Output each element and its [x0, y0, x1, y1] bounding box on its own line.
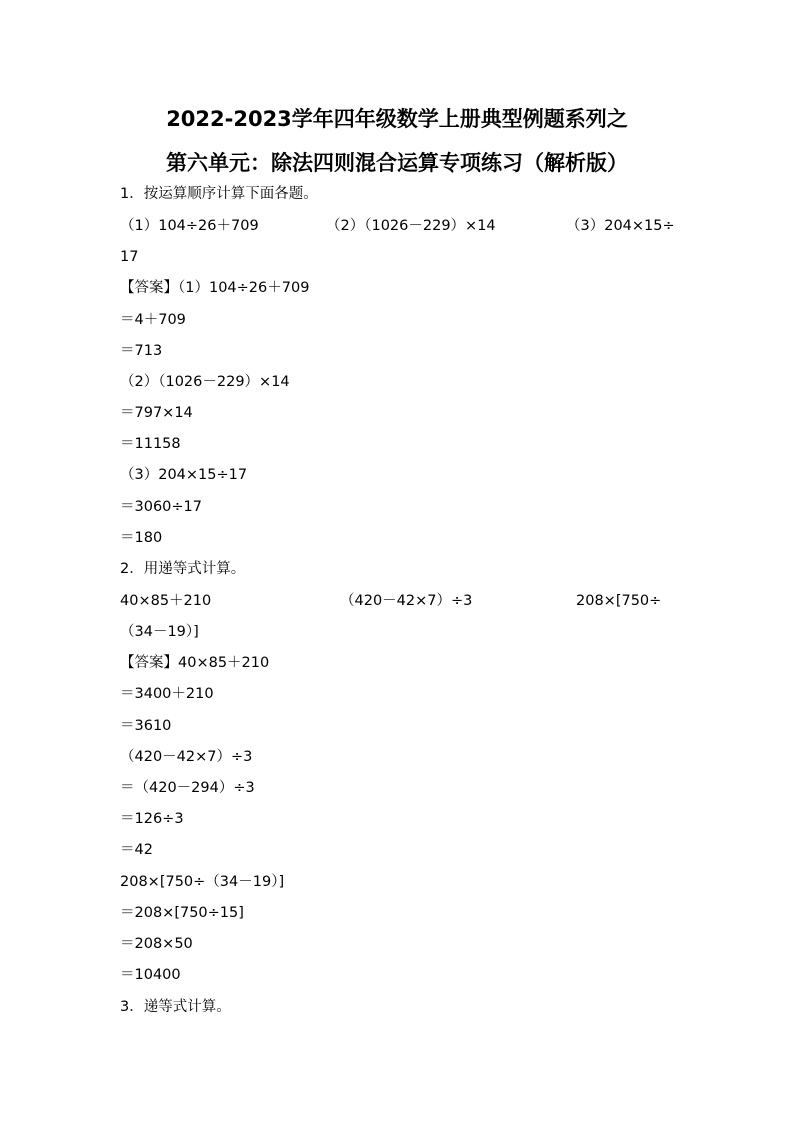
q1-problem-3: （3）204×15÷ [566, 218, 675, 234]
q2-answer-line: ＝126÷3 [120, 811, 184, 827]
q1-answer-line: ＝3060÷17 [120, 499, 203, 515]
q2-answer-line: ＝208×50 [120, 936, 193, 952]
q2-answer-line: ＝10400 [120, 967, 181, 983]
q3-heading: 3．递等式计算。 [120, 999, 231, 1015]
q1-answer-line: ＝11158 [120, 436, 181, 452]
q1-problem-1: （1）104÷26＋709 [120, 218, 259, 234]
document-title: 2022-2023学年四年级数学上册典型例题系列之 [166, 107, 628, 131]
q1-answer-line: （3）204×15÷17 [120, 467, 248, 483]
q2-heading: 2．用递等式计算。 [120, 561, 246, 577]
q2-answer-line: 【答案】40×85＋210 [120, 655, 270, 671]
q1-answer-line: 【答案】（1）104÷26＋709 [120, 280, 310, 296]
q1-answer-line: ＝713 [120, 343, 163, 359]
q1-answer-line: ＝797×14 [120, 405, 193, 421]
q1-problem-3-continued: 17 [120, 249, 139, 265]
q1-problem-2: （2）（1026－229）×14 [326, 218, 496, 234]
q2-problem-3-continued: （34－19）] [120, 624, 199, 640]
q1-answer-line: ＝4＋709 [120, 312, 186, 328]
q1-heading: 1．按运算顺序计算下面各题。 [120, 186, 318, 202]
q2-answer-line: ＝3400＋210 [120, 686, 214, 702]
q2-answer-line: 208×[750÷（34－19）] [120, 874, 285, 890]
q2-answer-line: ＝3610 [120, 718, 172, 734]
q2-problem-1: 40×85＋210 [120, 593, 212, 609]
q2-problem-3: 208×[750÷ [576, 593, 662, 609]
q1-answer-line: （2）（1026－229）×14 [120, 374, 290, 390]
q2-answer-line: （420－42×7）÷3 [120, 749, 253, 765]
q2-problem-2: （420－42×7）÷3 [340, 593, 473, 609]
q2-answer-line: ＝（420－294）÷3 [120, 780, 255, 796]
q2-answer-line: ＝208×[750÷15] [120, 905, 244, 921]
document-subtitle: 第六单元：除法四则混合运算专项练习（解析版） [166, 151, 628, 175]
q2-answer-line: ＝42 [120, 842, 153, 858]
q1-answer-line: ＝180 [120, 530, 163, 546]
